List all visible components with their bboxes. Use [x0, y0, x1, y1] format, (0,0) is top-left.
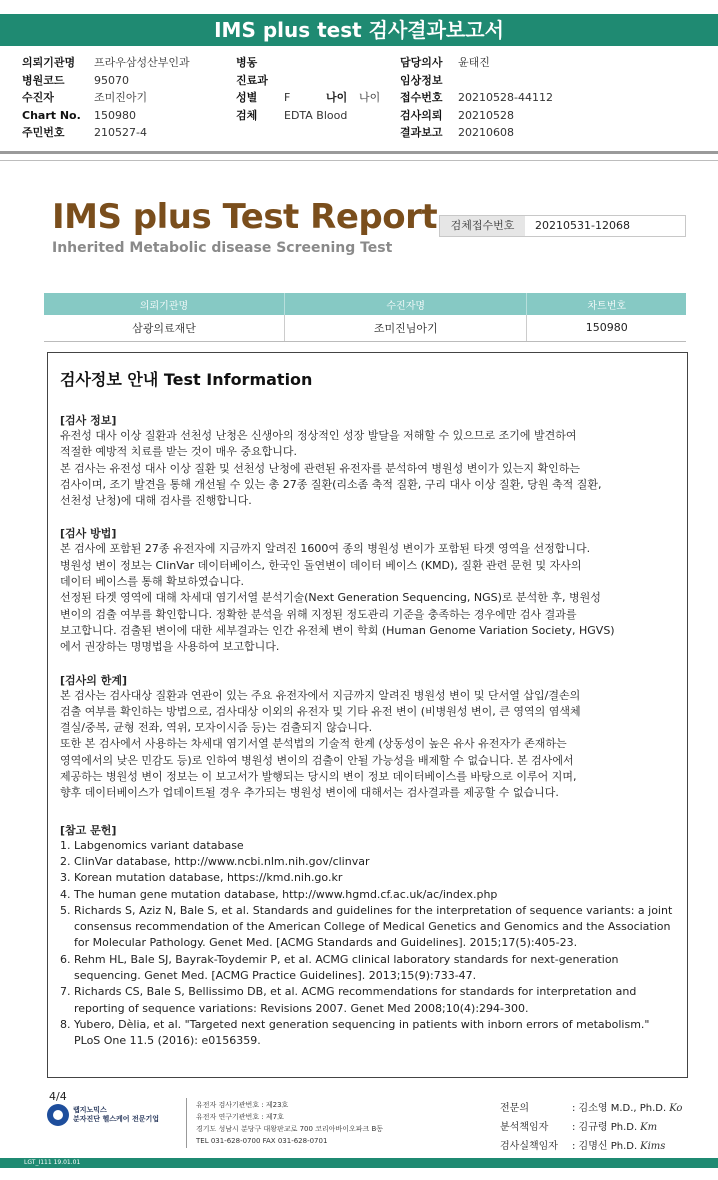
header-label: 검체 [236, 108, 258, 122]
signature-image: Kims [640, 1141, 666, 1152]
header-value: EDTA Blood [284, 108, 348, 122]
info-section-test-info [60, 412, 675, 509]
table-header: 차트번호 [527, 293, 686, 315]
document-code: LGT_I111 19.01.01 [24, 1159, 81, 1166]
header-label: 담당의사 [400, 56, 443, 69]
info-section-limitations [60, 672, 675, 802]
signer-row [500, 1099, 682, 1118]
lab-info-line: 유전자 연구기관번호 : 제7호 [196, 1113, 284, 1121]
section-text: 유전성 대사 이상 질환과 선천성 난청은 신생아의 정상적인 성장 발달을 저해할 수 있으므로 조기에 발견하여 적절한 예방적 치료를 받는 것이 매우 중요합니다. 본 검사는 유전성 대사 이상 질환 및 선천성 난청에 관련된 유전자를 분석하여 병원성 변이가 있는지 확인하는 검사이며, 조기 발견을 통해 개선될 수 있는 총 27종 질환(리소좀 축적 질환, 구리 대사 이상 질환, 당원 축적 질환, 선천성 난청)에 대해 검사를 진행합니다. [60, 429, 602, 508]
section-heading: [검사 정보] [60, 414, 117, 427]
signer-name: : 김소영 M.D., Ph.D. [572, 1103, 667, 1114]
age-value: 나이 [359, 91, 381, 104]
company-logo [47, 1104, 159, 1126]
header-value: 윤태진 [458, 56, 490, 69]
lab-info-line: TEL 031-628-0700 FAX 031-628-0701 [196, 1137, 328, 1145]
footer-bar [0, 1158, 718, 1168]
header-label: 임상정보 [400, 73, 443, 87]
signer-row [500, 1137, 682, 1156]
signature-image: Km [640, 1122, 658, 1133]
reference-item: 8. Yubero, Dèlia, et al. "Targeted next generation sequencing in patients with inborn errors of metabolism." PLoS One 11.5 (2016): e0156359. [60, 1017, 650, 1048]
header-value: 프라우삼성산부인과 [94, 56, 190, 69]
header-col-3 [400, 54, 553, 142]
section-heading: [검사 방법] [60, 527, 117, 541]
table-row [44, 315, 686, 341]
header-col-1 [22, 54, 190, 142]
references-heading: [참고 문헌] [60, 823, 117, 837]
header-label: Chart No. [22, 108, 81, 122]
header-label: 성별 [236, 91, 258, 104]
signer-role: 분석책임자 [500, 1122, 549, 1133]
signer-name: : 김규령 Ph.D. [572, 1122, 638, 1133]
header-label: 결과보고 [400, 126, 443, 139]
reference-item: 7. Richards CS, Bale S, Bellissimo DB, et al. ACMG recommendations for standards for interpretation and reporting of sequence variations: Revisions 2007. Genet Med 2008;10(4):294-300. [60, 985, 637, 1015]
table-cell: 삼광의료재단 [44, 315, 285, 341]
header-value: 150980 [94, 108, 136, 122]
lab-info-line: 유전자 검사기관번호 : 제23호 [196, 1101, 289, 1109]
age-label: 나이 [326, 91, 348, 104]
reference-item: 2. ClinVar database, http://www.ncbi.nlm.nih.gov/clinvar [60, 854, 370, 868]
header-label: 검사의뢰 [400, 108, 443, 122]
info-title: 검사정보 안내 Test Information [60, 370, 313, 389]
patient-summary-table [44, 293, 686, 342]
signer-role: 전문의 [500, 1103, 529, 1114]
header-divider [0, 151, 718, 154]
report-title: IMS plus Test Report [52, 197, 438, 237]
report-subtitle: Inherited Metabolic disease Screening Test [52, 240, 393, 256]
header-label: 진료과 [236, 73, 268, 87]
header-label: 병동 [236, 56, 258, 69]
header-value: F [284, 91, 291, 104]
accession-box [439, 215, 686, 237]
table-cell: 조미진님아기 [285, 315, 527, 341]
section-heading: [검사의 한계] [60, 673, 128, 687]
header-divider-thin [0, 160, 718, 161]
logo-name: 랩지노믹스 [73, 1106, 107, 1114]
info-section-method [60, 525, 675, 655]
header-label: 수진자 [22, 91, 54, 104]
header-value: 95070 [94, 73, 129, 87]
logo-mark-icon [47, 1104, 69, 1126]
signature-image: Ko [669, 1103, 683, 1114]
table-header: 수진자명 [285, 293, 527, 315]
header-label: 병원코드 [22, 73, 65, 87]
table-header: 의뢰기관명 [44, 293, 285, 315]
report-banner-title: IMS plus test 검사결과보고서 [0, 14, 718, 46]
references-list [60, 838, 675, 1050]
accession-label: 검체접수번호 [440, 216, 525, 236]
header-value: 20210528 [458, 108, 514, 122]
header-label: 주민번호 [22, 126, 65, 139]
footer-divider [186, 1098, 187, 1148]
accession-value: 20210531-12068 [535, 219, 630, 232]
header-label: 의뢰기관명 [22, 56, 76, 69]
signer-name: : 김명신 Ph.D. [572, 1141, 638, 1152]
reference-item: 3. Korean mutation database, https://kmd.nih.go.kr [60, 871, 343, 885]
reference-item: 4. The human gene mutation database, http://www.hgmd.cf.ac.uk/ac/index.php [60, 887, 498, 901]
logo-tagline: 분자진단 헬스케어 전문기업 [73, 1115, 160, 1123]
header-value: 210527-4 [94, 126, 147, 139]
header-value: 20210528-44112 [458, 91, 553, 104]
header-label: 접수번호 [400, 91, 443, 104]
test-information-box [47, 352, 688, 1078]
signer-row [500, 1118, 682, 1137]
header-value: 20210608 [458, 126, 514, 139]
signer-role: 검사실책임자 [500, 1141, 558, 1152]
header-value: 조미진아기 [94, 91, 148, 104]
lab-info-line: 경기도 성남시 분당구 대왕판교로 700 코리아바이오파크 B동 [196, 1125, 384, 1133]
signatures [500, 1099, 682, 1156]
section-text: 본 검사에 포함된 27종 유전자에 지금까지 알려진 1600여 종의 병원성 변이가 포함된 타겟 영역을 선정합니다. 병원성 변이 정보는 ClinVar 데이터베이스, 한국인 돌연변이 데이터 베이스 (KMD), 질환 관련 문헌 및 자사의 데이터 베이스를 통해 확보하였습니다. 선정된 타겟 영역에 대해 차세대 염기서열 분석기술(Next Generation Sequencing, NGS)로 분석한 후, 병원성 변이의 검출 여부를 확인합니다. 정확한 분석을 위해 지정된 정도관리 기준을 충족하는 경우에만 검사 결과를 보고합니다. 검출된 변이에 대한 세부결과는 인간 유전체 변이 학회 (Human Genome Variation Society, HGVS) 에서 권장하는 명명법을 사용하여 보고합니다. [60, 542, 615, 654]
section-text: 본 검사는 검사대상 질환과 연관이 있는 주요 유전자에서 지금까지 알려진 병원성 변이 및 단서열 삽입/결손의 검출 여부를 확인하는 방법으로, 검사대상 이외의 유전자 및 기타 유전 변이 (비병원성 변이, 큰 영역의 염색체 결실/중복, 균형 전좌, 역위, 모자이시즘 등)는 검출되지 않습니다. 또한 본 검사에서 사용하는 차세대 염기서열 분석법의 기술적 한계 (상동성이 높은 유사 유전자가 존재하는 영역에서의 낮은 민감도 등)로 인하여 병원성 변이의 검출이 안될 가능성을 배제할 수 없습니다. 본 검사에서 제공하는 병원성 변이 정보는 이 보고서가 발행되는 당시의 변이 정보 데이터베이스를 바탕으로 이루어 지며, 향후 데이터베이스가 업데이트될 경우 추가되는 병원성 변이에 대해서는 검사결과를 제공할 수 없습니다. [60, 688, 581, 800]
reference-item: 1. Labgenomics variant database [60, 838, 244, 852]
table-cell: 150980 [527, 315, 686, 341]
reference-item: 6. Rehm HL, Bale SJ, Bayrak-Toydemir P, et al. ACMG clinical laboratory standards for next-generation sequencing. Genet Med. [ACMG Practice Guidelines]. 2013;15(9):733-47. [60, 952, 619, 983]
header-col-2 [236, 54, 380, 124]
reference-item: 5. Richards S, Aziz N, Bale S, et al. Standards and guidelines for the interpretation of sequence variants: a joint consensus recommendation of the American College of Medical Genetics and Genomics and the Association for Molecular Pathology. Genet Med. [ACMG Standards and Guidelines]. 2015;17(5):405-23. [60, 903, 673, 950]
lab-info [196, 1099, 383, 1147]
page-number: 4/4 [49, 1090, 67, 1103]
